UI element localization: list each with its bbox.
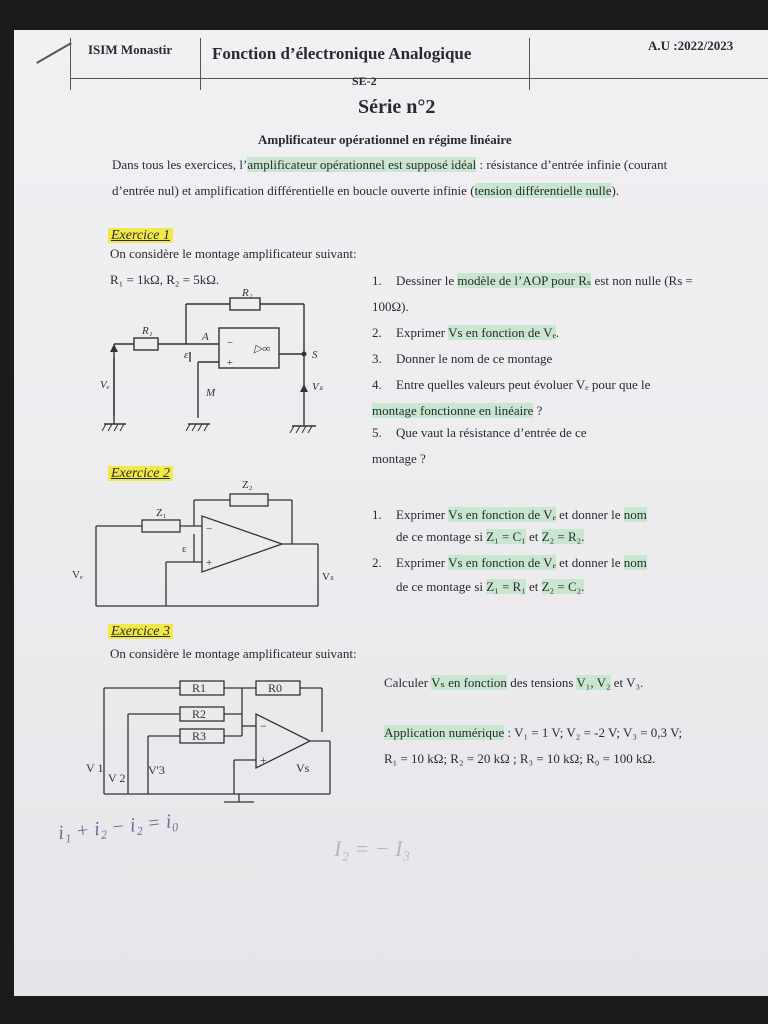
circuit-3-diagram	[84, 664, 354, 804]
svg-text:M: M	[206, 387, 216, 399]
svg-text:V 1: V 1	[86, 761, 104, 775]
ex1-question-5: 5. Que vaut la résistance d’entrée de ce montage ?	[372, 425, 587, 466]
faint-handwritten-note: I₂ = − I₃	[334, 836, 411, 861]
ex1-question-2: 2. Exprimer Vs en fonction de Vₑ.	[372, 325, 560, 340]
ex1-question-1: 1. Dessiner le modèle de l’AOP pour Rₛ est non nulle (Rs = 100Ω).	[372, 273, 693, 314]
svg-text:+: +	[226, 357, 234, 369]
header-divider	[70, 78, 768, 79]
svg-text:A: A	[202, 331, 209, 343]
ex1-question-3: 3. Donner le nom de ce montage	[372, 351, 553, 366]
header-divider	[70, 38, 71, 90]
svg-text:−: −	[226, 337, 234, 349]
exercise-1-values: R₁ = 1kΩ, R₂ = 5kΩ.	[110, 272, 220, 287]
series-title: Série n°2	[358, 96, 436, 118]
exercise-3-heading: Exercice 3	[108, 624, 173, 640]
institution-label: ISIM Monastir	[88, 42, 173, 57]
ex2-question-1-cont: de ce montage si Z₁ = C₁ et Z₂ = R₂.	[396, 529, 585, 544]
svg-text:ε: ε	[182, 543, 187, 555]
svg-text:V 2: V 2	[108, 771, 126, 785]
series-subtitle: Amplificateur opérationnel en régime linéaire	[258, 132, 512, 147]
ex3-numerical-application: Application numérique : V₁ = 1 V; V₂ = -2 V; V₃ = 0,3 V; R₁ = 10 kΩ; R₂ = 20 kΩ ; R₃ = 10 kΩ; R₀ = 100 kΩ.	[384, 725, 683, 766]
svg-text:−: −	[206, 523, 213, 535]
svg-text:Vₑ: Vₑ	[100, 379, 110, 391]
pen-stroke	[36, 42, 72, 64]
svg-text:R2: R2	[192, 707, 207, 721]
svg-text:Vₛ: Vₛ	[312, 381, 323, 393]
ex2-question-1: 1. Exprimer Vs en fonction de Vₑ et donner le nom	[372, 507, 647, 522]
exercise-1-statement: On considère le montage amplificateur suivant:	[110, 246, 357, 261]
svg-text:−: −	[260, 719, 267, 733]
ex2-question-2-cont: de ce montage si Z₁ = R₁ et Z₂ = C₂.	[396, 579, 585, 594]
header-divider	[200, 38, 201, 90]
exercise-1-heading: Exercice 1	[108, 228, 173, 244]
svg-text:R₂: R₂	[242, 288, 253, 299]
svg-text:Z₁: Z₁	[156, 507, 167, 519]
svg-text:Vs: Vs	[296, 761, 310, 775]
academic-year: A.U :2022/2023	[648, 38, 734, 53]
svg-text:Vₛ: Vₛ	[322, 571, 335, 583]
svg-text:ε: ε	[184, 349, 189, 361]
exercise-3-statement: On considère le montage amplificateur suivant:	[110, 646, 357, 661]
svg-text:R3: R3	[192, 729, 207, 743]
svg-text:▷∞: ▷∞	[254, 343, 271, 355]
circuit-1-diagram	[94, 288, 354, 434]
svg-text:Vₑ: Vₑ	[72, 569, 83, 581]
header-divider	[529, 38, 530, 90]
section-label: SE-2	[352, 74, 377, 88]
handwritten-note: i₁ + i₂ − i₂ = i₀	[57, 809, 180, 845]
svg-text:S: S	[312, 349, 318, 361]
svg-text:+: +	[260, 753, 267, 767]
svg-text:V'3: V'3	[148, 763, 165, 777]
svg-text:Z₂: Z₂	[242, 479, 253, 491]
course-title: Fonction d’électronique Analogique	[212, 44, 472, 63]
exam-sheet	[14, 30, 768, 996]
circuit-2-diagram	[70, 476, 350, 610]
ex2-question-2: 2. Exprimer Vs en fonction de Vₑ et donner le nom	[372, 555, 647, 570]
exercise-2-heading: Exercice 2	[108, 466, 173, 482]
svg-text:+: +	[206, 557, 213, 569]
svg-text:R₁: R₁	[142, 325, 153, 337]
ex3-task: Calculer Vₛ en fonction des tensions V₁, V₂ et V₃.	[384, 675, 644, 690]
ex1-question-4: 4. Entre quelles valeurs peut évoluer Vₑ pour que le montage fonctionne en linéaire ?	[372, 377, 651, 418]
svg-text:R0: R0	[268, 681, 283, 695]
svg-text:R1: R1	[192, 681, 207, 695]
intro-paragraph: Dans tous les exercices, l’amplificateur opérationnel est supposé idéal : résistance d’entrée infinie (courant d’entrée nul) et amplification différentielle en boucle ouverte infinie (tension différentielle nulle).	[112, 157, 668, 198]
